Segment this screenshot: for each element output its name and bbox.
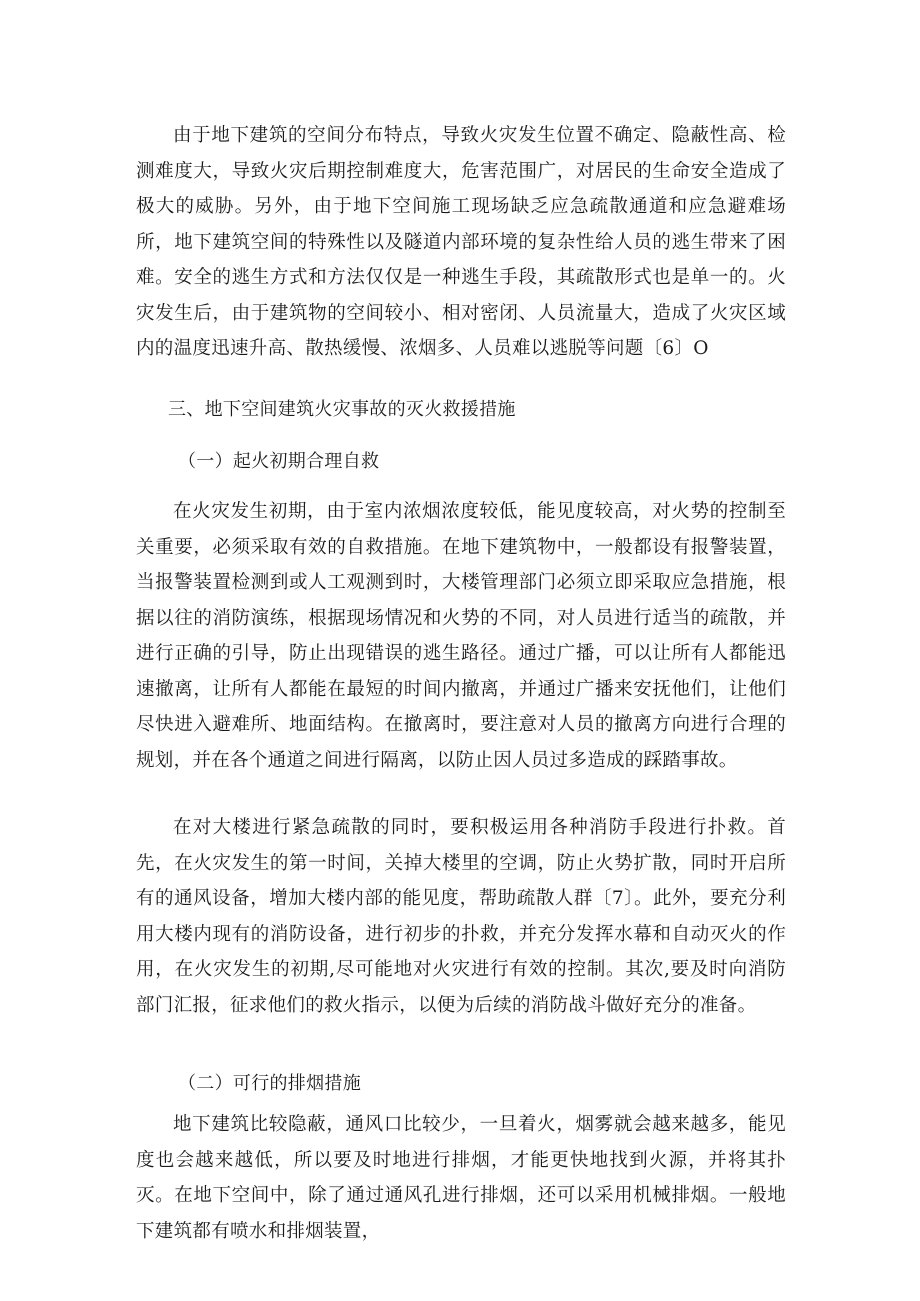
section-heading: 三、地下空间建筑火灾事故的灭火救援措施 [168, 399, 516, 420]
body-paragraph: 在火灾发生初期，由于室内浓烟浓度较低，能见度较高，对火势的控制至关重要，必须采取有效的自救措施。在地下建筑物中，一般都设有报警装置，当报警装置检测到或人工观测到时，大楼管理部门必须立即采取应急措施，根据以往的消防演练，根据现场情况和火势的不同，对人员进行适当的疏散，并进行正确的引导，防止出现错误的逃生路径。通过广播，可以让所有人都能迅速撤离，让所有人都能在最短的时间内撤离，并通过广播来安抚他们，让他们尽快进入避难所、地面结构。在撤离时，要注意对人员的撤离方向进行合理的规划，并在各个通道之间进行隔离，以防止因人员过多造成的踩踏事故。 [136, 501, 786, 771]
subsection-heading: （一）起火初期合理自救 [178, 451, 380, 472]
body-paragraph: 地下建筑比较隐蔽，通风口比较少，一旦着火，烟雾就会越来越多，能见度也会越来越低，所以要及时地进行排烟，才能更快地找到火源，并将其扑灭。在地下空间中，除了通过通风孔进行排烟，还可以采用机械排烟。一般地下建筑都有喷水和排烟装置， [136, 1114, 786, 1242]
body-paragraph: 在对大楼进行紧急疏散的同时，要积极运用各种消防手段进行扑救。首先，在火灾发生的第一时间，关掉大楼里的空调，防止火势扩散，同时开启所有的通风设备，增加大楼内部的能见度，帮助疏散人群〔7〕。此外，要充分利用大楼内现有的消防设备，进行初步的扑救，并充分发挥水幕和自动灭火的作用，在火灾发生的初期,尽可能地对火灾进行有效的控制。其次,要及时向消防部门汇报，征求他们的救火指示，以便为后续的消防战斗做好充分的准备。 [136, 817, 786, 1016]
subsection-heading: （二）可行的排烟措施 [178, 1073, 361, 1094]
body-paragraph: 由于地下建筑的空间分布特点，导致火灾发生位置不确定、隐蔽性高、检测难度大，导致火灾后期控制难度大，危害范围广，对居民的生命安全造成了极大的威胁。另外，由于地下空间施工现场缺乏应急疏散通道和应急避难场所，地下建筑空间的特殊性以及隧道内部环境的复杂性给人员的逃生带来了困难。安全的逃生方式和方法仅仅是一种逃生手段，其疏散形式也是单一的。火灾发生后，由于建筑物的空间较小、相对密闭、人员流量大，造成了火灾区域内的温度迅速升高、散热缓慢、浓烟多、人员难以逃脱等问题〔6〕O [136, 125, 786, 359]
